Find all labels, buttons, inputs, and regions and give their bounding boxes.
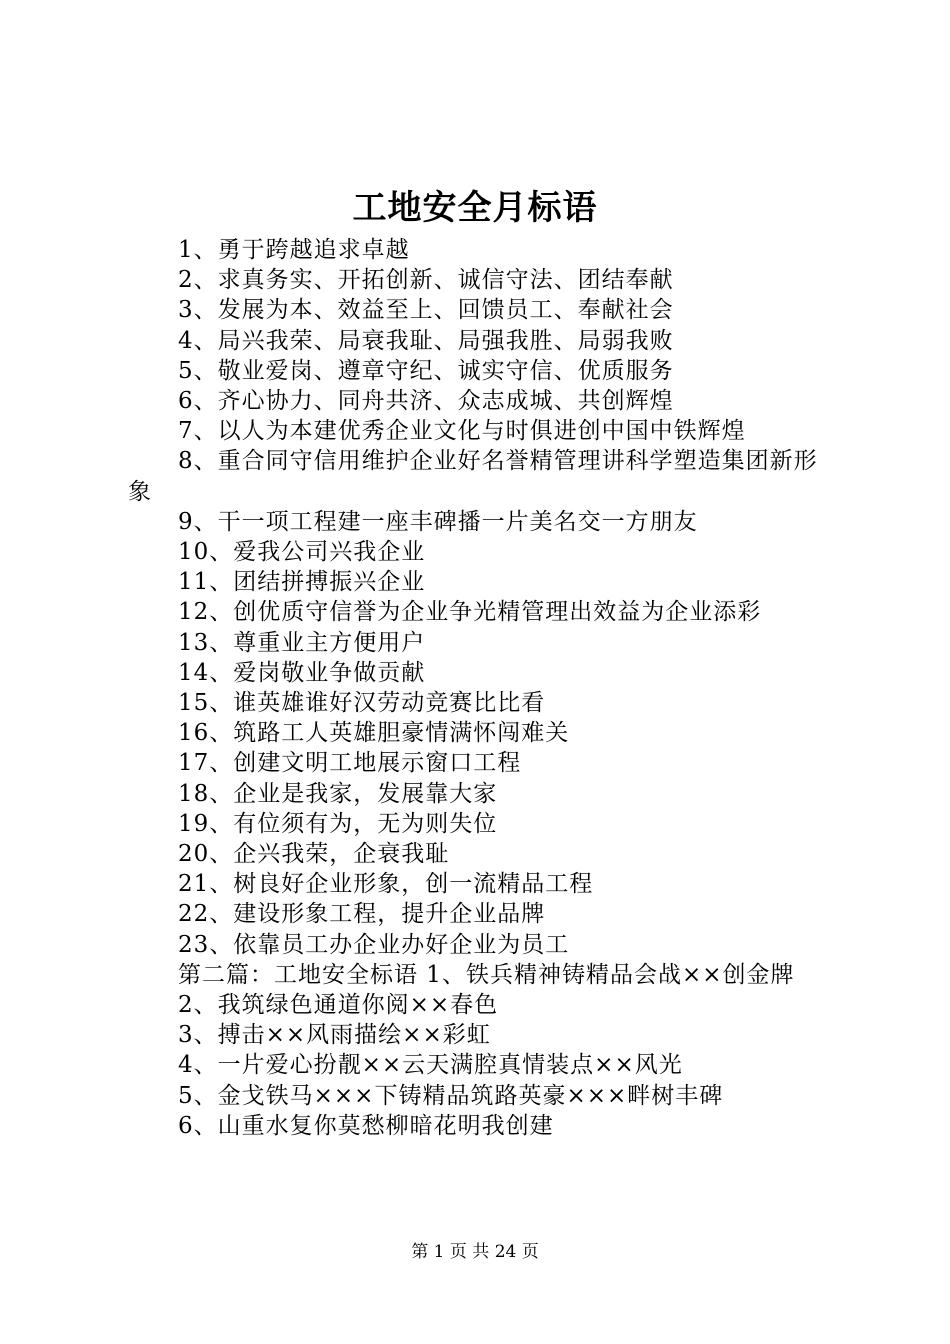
list-item: 17、创建文明工地展示窗口工程 (178, 750, 522, 777)
list-item: 15、谁英雄谁好汉劳动竞赛比比看 (178, 690, 546, 717)
list-item: 3、搏击××风雨描绘××彩虹 (178, 1022, 491, 1049)
list-item: 5、敬业爱岗、遵章守纪、诚实守信、优质服务 (178, 357, 674, 384)
list-item: 4、局兴我荣、局衰我耻、局强我胜、局弱我败 (178, 327, 674, 354)
list-item: 2、求真务实、开拓创新、诚信守法、团结奉献 (178, 267, 674, 294)
list-item: 9、干一项工程建一座丰碑播一片美名交一方朋友 (178, 508, 698, 535)
list-item: 21、树良好企业形象，创一流精品工程 (178, 871, 594, 898)
page-title: 工地安全月标语 (352, 188, 598, 228)
list-item: 10、爱我公司兴我企业 (178, 539, 426, 566)
list-item: 1、勇于跨越追求卓越 (178, 237, 410, 263)
list-item: 12、创优质守信誉为企业争光精管理出效益为企业添彩 (178, 599, 762, 626)
list-item: 4、一片爱心扮靓××云天满腔真情装点××风光 (178, 1052, 683, 1079)
list-item: 14、爱岗敬业争做贡献 (178, 659, 426, 686)
list-item: 3、发展为本、效益至上、回馈员工、奉献社会 (178, 297, 674, 324)
list-item: 11、团结拼搏振兴企业 (178, 569, 426, 596)
list-item: 13、尊重业主方便用户 (178, 629, 426, 656)
list-item: 20、企兴我荣，企衰我耻 (178, 841, 450, 868)
list-item: 5、金戈铁马×××下铸精品筑路英豪×××畔树丰碑 (178, 1082, 724, 1109)
list-item: 23、依靠员工办企业办好企业为员工 (178, 931, 570, 958)
page-footer: 第 1 页 共 24 页 (411, 1242, 539, 1262)
list-item: 6、山重水复你莫愁柳暗花明我创建 (178, 1112, 554, 1139)
list-item: 22、建设形象工程，提升企业品牌 (178, 901, 546, 928)
slogan-list (128, 235, 830, 1141)
list-item: 19、有位须有为，无为则失位 (178, 810, 498, 837)
list-item: 6、齐心协力、同舟共济、众志成城、共创辉煌 (178, 388, 674, 415)
list-item: 18、企业是我家，发展靠大家 (178, 780, 498, 807)
section-heading-line: 第二篇：工地安全标语 1、铁兵精神铸精品会战××创金牌 (178, 961, 795, 988)
list-item: 16、筑路工人英雄胆豪情满怀闯难关 (178, 720, 570, 747)
list-item: 2、我筑绿色通道你阅××春色 (178, 992, 499, 1019)
list-item: 8、重合同守信用维护企业好名誉精管理讲科学塑造集团新形象 (128, 448, 818, 505)
list-item: 7、以人为本建优秀企业文化与时俱进创中国中铁辉煌 (178, 418, 746, 445)
